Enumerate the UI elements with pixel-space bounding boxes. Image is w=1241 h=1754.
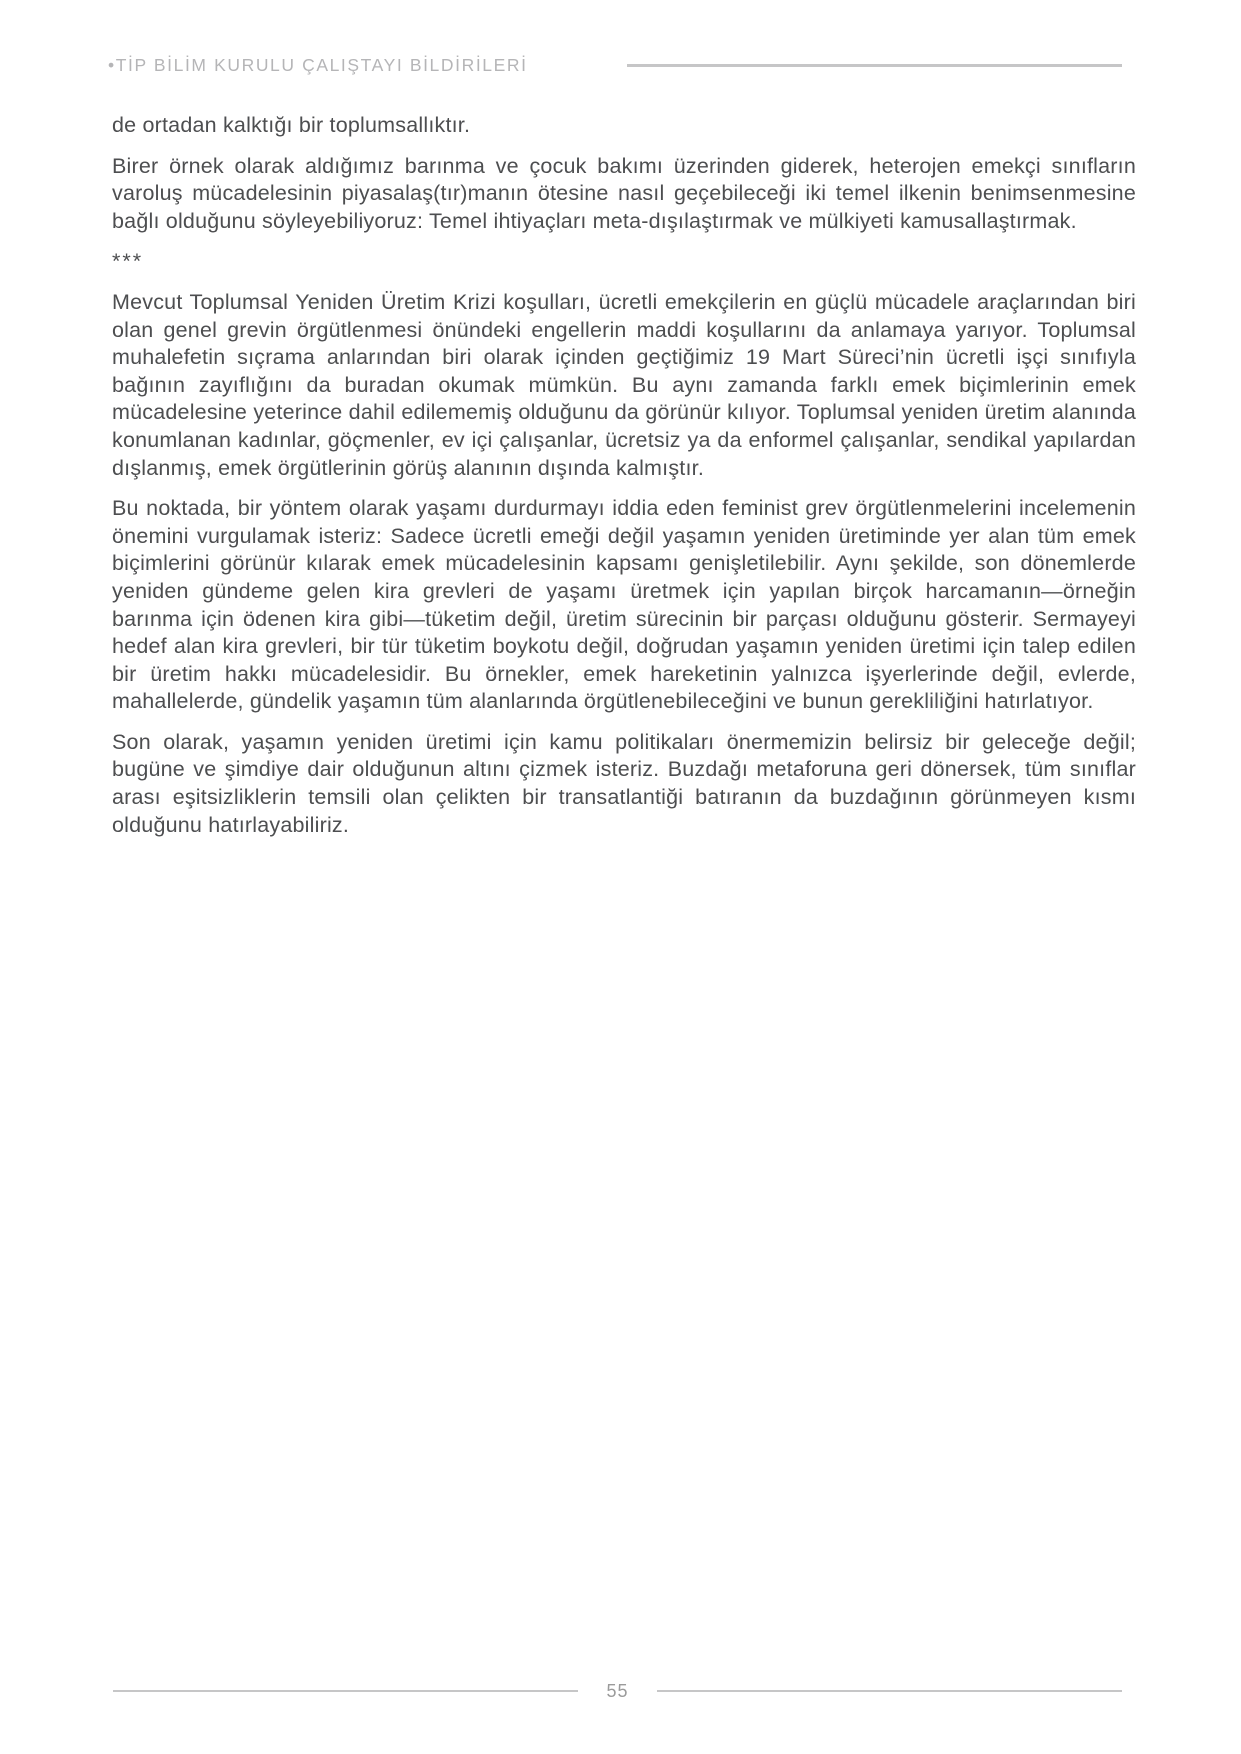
page-footer (113, 1680, 1122, 1702)
running-header-title: •TİP BİLİM KURULU ÇALIŞTAYI BİLDİRİLERİ (108, 55, 528, 75)
paragraph: Bu noktada, bir yöntem olarak yaşamı durdurmayı iddia eden feminist grev örgütlenmelerini incelemenin önemini vurgulamak isteriz: Sadece ücretli emeği değil yaşamın yeniden üretiminde yer alan tüm emek biçimlerini görünür kılarak emek mücadelesinin kapsamı genişletilebilir. Aynı şekilde, son dönemlerde yeniden gündeme gelen kira grevleri de yaşamı üretmek için yapılan birçok harcamanın—örneğin barınma için ödenen kira gibi—tüketim değil, üretim sürecinin bir parçası olduğunu gösterir. Sermayeyi hedef alan kira grevleri, bir tür tüketim boykotu değil, doğrudan yaşamın yeniden üretimi için talep edilen bir üretim hakkı mücadelesidir. Bu örnekler, emek hareketinin yalnızca işyerlerinde değil, evlerde, mahallelerde, gündelik yaşamın tüm alanlarında örgütlenebileceğini ve bunun gerekliliğini hatırlatıyor. (112, 496, 1136, 714)
page-header (108, 54, 1135, 78)
paragraph: de ortadan kalktığı bir toplumsallıktır. (112, 113, 471, 137)
paragraph: Mevcut Toplumsal Yeniden Üretim Krizi koşulları, ücretli emekçilerin en güçlü mücadele araçlarından biri olan genel grevin örgütlenmesi önündeki engellerin maddi koşullarını da anlamaya yarıyor. Toplumsal muhalefetin sıçrama anlarından biri olarak içinden geçtiğimiz 19 Mart Süreci’nin ücretli işçi sınıfıyla bağının zayıflığını da buradan okumak mümkün. Bu aynı zamanda farklı emek biçimlerinin emek mücadelesine yeterince dahil edilememiş olduğunu da görünür kılıyor. Toplumsal yeniden üretim alanında konumlanan kadınlar, göçmenler, ev içi çalışanlar, ücretsiz ya da enformel çalışanlar, sendikal yapılardan dışlanmış, emek örgütlerinin görüş alanının dışında kalmıştır. (112, 289, 1136, 480)
footer-rule-right (657, 1690, 1122, 1692)
paragraph: Birer örnek olarak aldığımız barınma ve çocuk bakımı üzerinden giderek, heterojen emekçi sınıfların varoluş mücadelesinin piyasalaş(tır)manın ötesine nasıl geçebileceği iki temel ilkenin benimsenmesine bağlı olduğunu söyleyebiliyoruz: Temel ihtiyaçları meta-dışılaştırmak ve mülkiyeti kamusallaştırmak. (112, 153, 1136, 233)
footer-rule-left (113, 1690, 578, 1692)
document-body (112, 112, 1136, 852)
paragraph: Son olarak, yaşamın yeniden üretimi için kamu politikaları önermemizin belirsiz bir geleceğe değil; bugüne ve şimdiye dair olduğunun altını çizmek isteriz. Buzdağı metaforuna geri dönersek, tüm sınıflar arası eşitsizliklerin temsili olan çelikten bir transatlantiği batıranın da buzdağının görünmeyen kısmı olduğunu hatırlayabiliriz. (112, 729, 1136, 837)
page-number: 55 (606, 1680, 629, 1701)
header-rule (627, 64, 1122, 67)
section-separator: *** (112, 249, 144, 274)
